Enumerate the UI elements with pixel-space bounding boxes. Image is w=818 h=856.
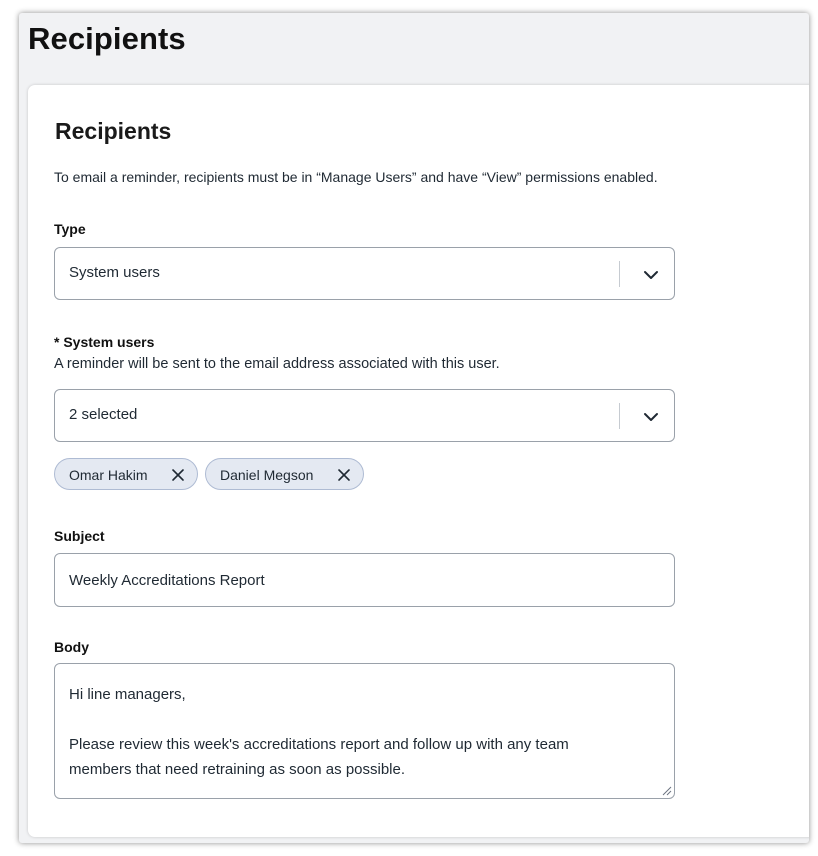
subject-label: Subject [54,528,105,544]
select-divider [619,403,620,429]
body-line: members that need retraining as soon as possible. [69,761,406,778]
window [19,13,809,843]
system-users-select[interactable] [54,389,675,442]
close-icon[interactable] [337,468,351,482]
system-users-help: A reminder will be sent to the email address associated with this user. [54,356,500,372]
chevron-down-icon[interactable] [642,408,660,426]
body-textarea[interactable] [54,663,675,799]
body-line: Hi line managers, [69,686,186,703]
system-users-select-value: 2 selected [69,406,138,423]
type-select[interactable] [54,247,675,300]
recipients-card [28,85,809,837]
user-chip-label: Daniel Megson [220,467,314,483]
subject-input[interactable] [54,553,675,607]
resize-handle-icon[interactable] [662,786,672,796]
page-title: Recipients [28,21,186,56]
user-chip-label: Omar Hakim [69,467,148,483]
select-divider [619,261,620,287]
body-line: Please review this week's accreditations report and follow up with any team [69,736,569,753]
user-chip [205,458,364,490]
system-users-label: * System users [54,334,155,350]
intro-text: To email a reminder, recipients must be in “Manage Users” and have “View” permissions enabled. [54,169,658,185]
close-icon[interactable] [171,468,185,482]
subject-input-value: Weekly Accreditations Report [69,572,265,589]
chevron-down-icon[interactable] [642,266,660,284]
section-title: Recipients [55,118,172,144]
type-label: Type [54,221,86,237]
user-chip [54,458,198,490]
type-select-value: System users [69,264,160,281]
body-label: Body [54,639,89,655]
